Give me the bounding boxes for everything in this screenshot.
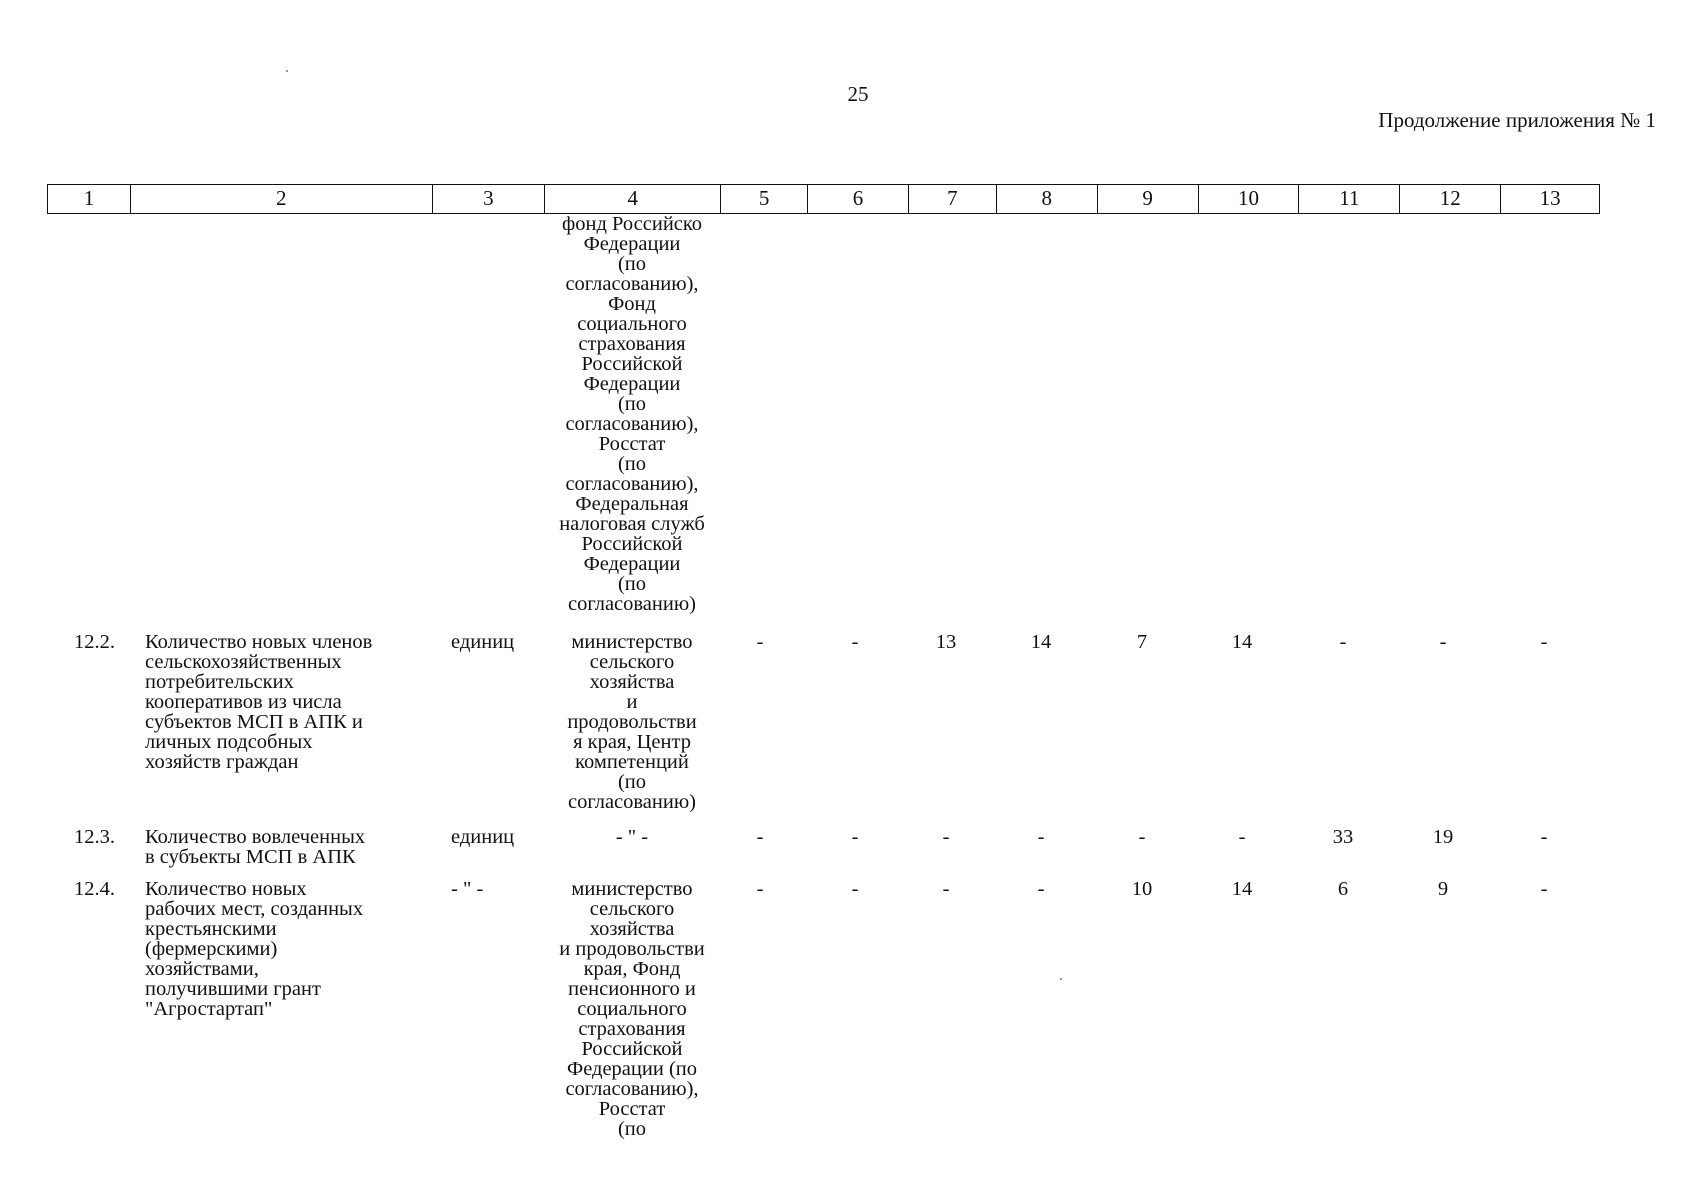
row-number: 12.2. (74, 631, 115, 653)
header-cell: 11 (1299, 185, 1400, 213)
header-cell: 1 (48, 185, 131, 213)
value-col-11: - (1339, 631, 1347, 653)
row-number: 12.3. (74, 826, 115, 848)
indicator-name: Количество новых членов сельскохозяйственных потребительских кооперативов из числа субъектов МСП в АПК и личных подсобных хозяйств граждан (145, 631, 373, 773)
value-col-12: 9 (1437, 878, 1449, 900)
value-col-9: 10 (1131, 878, 1153, 900)
value-col-10: 14 (1231, 631, 1253, 653)
table-header-row (47, 184, 1600, 214)
header-cell: 8 (997, 185, 1098, 213)
value-col-10: - (1238, 826, 1246, 848)
indicator-name: Количество новых рабочих мест, созданных крестьянскими (фермерскими) хозяйствами, получившими грант "Агростартап" (145, 878, 364, 1020)
value-col-9: - (1138, 826, 1146, 848)
header-cell: 5 (721, 185, 808, 213)
header-cell: 10 (1199, 185, 1300, 213)
value-col-5: - (756, 826, 764, 848)
value-col-13: - (1540, 826, 1548, 848)
executor-continuation-text: фонд Российско Федерации (по согласованию), Фонд социального страхования Российской Федерации (по согласованию), Росстат (по согласованию), Федеральная налоговая служб Российской Федерации (по согласованию) (559, 213, 705, 615)
continuation-title: Продолжение приложения № 1 (1378, 108, 1656, 132)
value-col-11: 6 (1337, 878, 1349, 900)
executor: министерство сельского хозяйства и продовольстви края, Фонд пенсионного и социального страхования Российской Федерации (по согласованию), Росстат (по (559, 878, 705, 1140)
indicator-name: Количество вовлеченных в субъекты МСП в АПК (145, 826, 366, 868)
value-col-11: 33 (1332, 826, 1354, 848)
executor: министерство сельского хозяйства и продовольстви я края, Центр компетенций (по согласованию) (567, 631, 697, 813)
header-cell: 7 (909, 185, 997, 213)
value-col-7: 13 (935, 631, 957, 653)
unit-of-measure: единиц (451, 631, 515, 653)
value-col-13: - (1540, 631, 1548, 653)
header-cell: 2 (131, 185, 433, 213)
value-col-12: 19 (1432, 826, 1454, 848)
value-col-8: - (1037, 878, 1045, 900)
value-col-7: - (942, 826, 950, 848)
header-cell: 13 (1539, 186, 1561, 210)
unit-of-measure: - " - (451, 878, 484, 900)
executor: - " - (615, 826, 649, 848)
header-cell: 4 (545, 185, 721, 213)
value-col-5: - (756, 878, 764, 900)
value-col-6: - (851, 631, 859, 653)
unit-of-measure: единиц (451, 826, 515, 848)
page-number: 25 (847, 82, 869, 106)
value-col-12: - (1439, 631, 1447, 653)
value-col-9: 7 (1136, 631, 1148, 653)
value-col-6: - (851, 878, 859, 900)
value-col-8: 14 (1030, 631, 1052, 653)
scan-speck (1060, 978, 1062, 980)
header-cell: 6 (808, 185, 909, 213)
value-col-8: - (1037, 826, 1045, 848)
header-cell: 3 (433, 185, 546, 213)
header-cell: 9 (1098, 185, 1199, 213)
value-col-13: - (1540, 878, 1548, 900)
value-col-5: - (756, 631, 764, 653)
scan-speck (286, 70, 288, 72)
row-number: 12.4. (74, 878, 115, 900)
value-col-10: 14 (1231, 878, 1253, 900)
header-cell: 12 (1400, 185, 1501, 213)
value-col-7: - (942, 878, 950, 900)
value-col-6: - (851, 826, 859, 848)
